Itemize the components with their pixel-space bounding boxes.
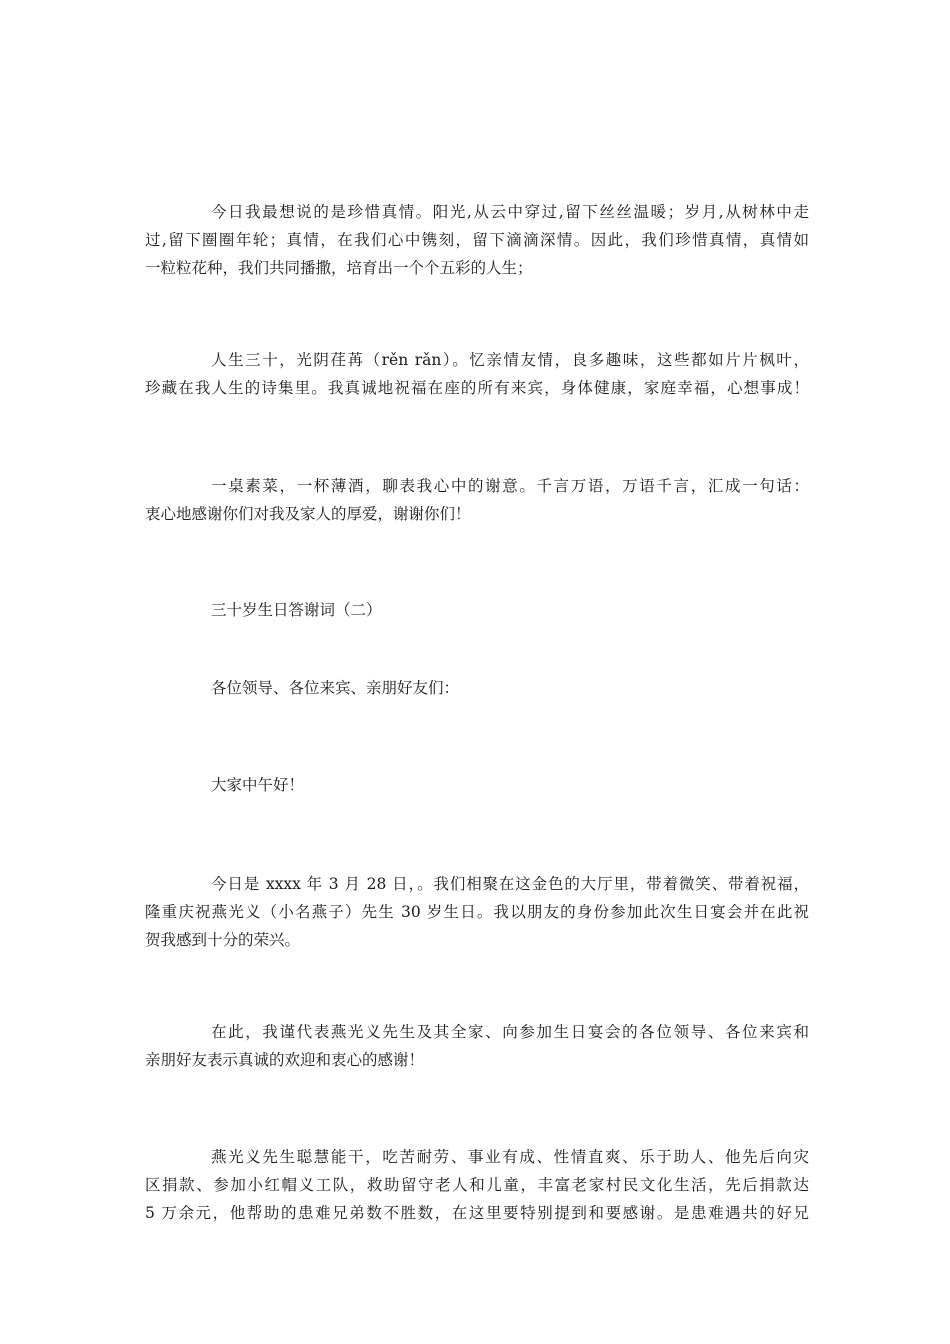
text-line: 过,留下圈圈年轮；真情，在我们心中镌刻，留下滴滴深情。因此，我们珍惜真情，真情如 [145, 231, 809, 249]
text-line: 今日我最想说的是珍惜真情。阳光,从云中穿过,留下丝丝温暖；岁月,从树林中走 [211, 203, 809, 221]
text-line: 衷心地感谢你们对我及家人的厚爱，谢谢你们！ [145, 505, 471, 523]
text-line: 5 万余元，他帮助的患难兄弟数不胜数，在这里要特别提到和要感谢。是患难遇共的好兄 [145, 1204, 809, 1222]
text-line: 各位领导、各位来宾、亲朋好友们： [211, 679, 460, 697]
text-line: 人生三十，光阴荏苒（rěn rǎn）。忆亲情友情，良多趣味，这些都如片片枫叶， [211, 351, 809, 369]
greeting-noon [145, 771, 809, 799]
heading-text: 三十岁生日答谢词（二） [211, 601, 382, 619]
text-line: 一粒粒花种，我们共同播撒，培育出一个个五彩的人生； [145, 259, 533, 277]
paragraph-welcome [145, 1018, 809, 1074]
text-line: 今日是 xxxx 年 3 月 28 日，。我们相聚在这金色的大厅里，带着微笑、带着祝福， [211, 875, 809, 893]
text-line: 隆重庆祝燕光义（小名燕子）先生 30 岁生日。我以朋友的身份参加此次生日宴会并在此祝 [145, 903, 809, 921]
greeting-line [145, 674, 809, 702]
paragraph-thanks [145, 472, 809, 528]
text-line: 大家中午好！ [211, 776, 305, 794]
section-heading [145, 596, 809, 624]
paragraph-gratitude-truth [145, 198, 809, 282]
text-line: 一桌素菜，一杯薄酒，聊表我心中的谢意。千言万语，万语千言，汇成一句话： [211, 477, 809, 495]
paragraph-praise [145, 1143, 809, 1227]
text-line: 亲朋好友表示真诚的欢迎和衷心的感谢！ [145, 1051, 425, 1069]
text-line: 区捐款、参加小红帽义工队，救助留守老人和儿童，丰富老家村民文化生活，先后捐款达 [145, 1176, 809, 1194]
paragraph-today [145, 870, 809, 954]
paragraph-life-thirty [145, 346, 809, 402]
text-line: 贺我感到十分的荣兴。 [145, 931, 301, 949]
text-line: 在此，我谨代表燕光义先生及其全家、向参加生日宴会的各位领导、各位来宾和 [211, 1023, 809, 1041]
text-line: 燕光义先生聪慧能干，吃苦耐劳、事业有成、性情直爽、乐于助人、他先后向灾 [211, 1148, 809, 1166]
text-line: 珍藏在我人生的诗集里。我真诚地祝福在座的所有来宾，身体健康，家庭幸福，心想事成！ [145, 379, 809, 397]
